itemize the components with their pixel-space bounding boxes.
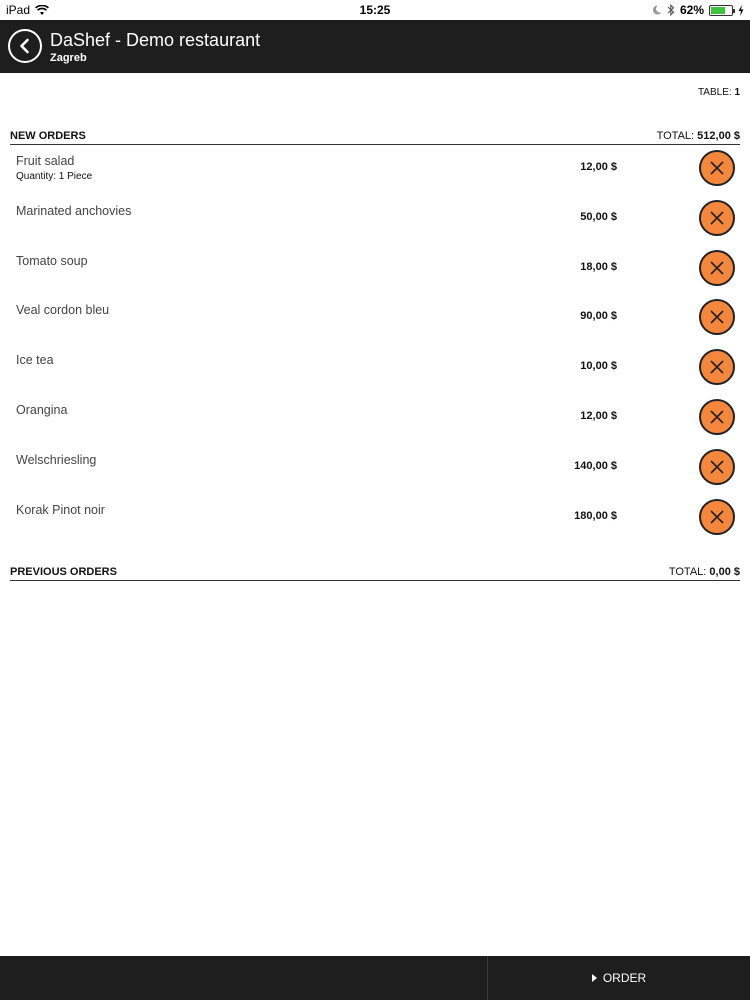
battery-percent: 62% [679,3,704,17]
status-right [652,3,744,17]
item-name: Orangina [16,402,68,417]
status-time: 15:25 [359,3,391,17]
order-item [0,146,750,196]
battery-icon [709,5,733,16]
item-name: Tomato soup [16,253,88,268]
item-price: 90,00 $ [580,310,617,323]
bottom-bar [0,956,750,1000]
close-icon [710,310,724,324]
item-name: Marinated anchovies [16,203,132,218]
previous-orders-total [669,566,740,578]
order-button[interactable] [488,956,750,1000]
close-icon [710,460,724,474]
item-price: 180,00 $ [574,509,617,522]
item-price: 140,00 $ [574,459,617,472]
close-icon [710,360,724,374]
close-icon [710,161,724,175]
close-icon [710,261,724,275]
order-item [0,295,750,345]
new-orders-total-label: TOTAL: [656,130,695,142]
previous-orders-total-label: TOTAL: [668,566,707,578]
new-orders-total [657,130,740,142]
order-item [0,495,750,545]
table-indicator [698,87,740,98]
previous-orders-header [10,561,740,581]
remove-item-button[interactable] [699,299,735,335]
item-name: Ice tea [16,353,54,368]
item-price: 18,00 $ [580,260,617,273]
status-bar [0,0,750,20]
item-price: 10,00 $ [580,360,617,373]
page-title: DaShef - Demo restaurant [50,30,261,50]
remove-item-button[interactable] [699,399,735,435]
item-price: 50,00 $ [580,210,617,223]
item-price: 12,00 $ [580,161,617,173]
table-label: TABLE: [697,87,732,98]
order-button-label: ORDER [602,971,647,985]
item-name: Welschriesling [16,452,97,467]
device-label: iPad [6,3,31,17]
new-orders-total-value: 512,00 $ [697,130,740,142]
item-price: 12,00 $ [580,409,617,422]
remove-item-button[interactable] [699,449,735,485]
moon-icon [652,5,662,15]
close-icon [710,211,724,225]
order-item [0,345,750,395]
previous-orders-title: PREVIOUS ORDERS [10,566,117,578]
item-name: Veal cordon bleu [16,303,110,318]
chevron-left-icon [18,38,32,54]
remove-item-button[interactable] [699,150,735,186]
remove-item-button[interactable] [699,250,735,286]
order-item [0,445,750,495]
page-subtitle: Zagreb [50,52,87,64]
new-orders-list [0,146,750,544]
close-icon [710,510,724,524]
charging-icon [738,5,744,16]
bluetooth-icon [667,4,675,16]
close-icon [710,410,724,424]
previous-orders-total-value: 0,00 $ [709,566,740,578]
new-orders-title: NEW ORDERS [10,130,86,142]
back-button[interactable] [8,29,42,63]
order-item [0,196,750,246]
item-name: Korak Pinot noir [16,502,105,517]
item-name: Fruit salad [16,154,75,168]
remove-item-button[interactable] [699,349,735,385]
remove-item-button[interactable] [699,200,735,236]
battery-level [711,7,725,14]
order-item [0,395,750,445]
new-orders-header [10,125,740,145]
item-quantity: Quantity: 1 Piece [16,171,93,182]
remove-item-button[interactable] [699,499,735,535]
table-number: 1 [734,87,740,98]
play-arrow-icon [592,974,597,982]
app-header [0,20,750,73]
order-item [0,246,750,296]
